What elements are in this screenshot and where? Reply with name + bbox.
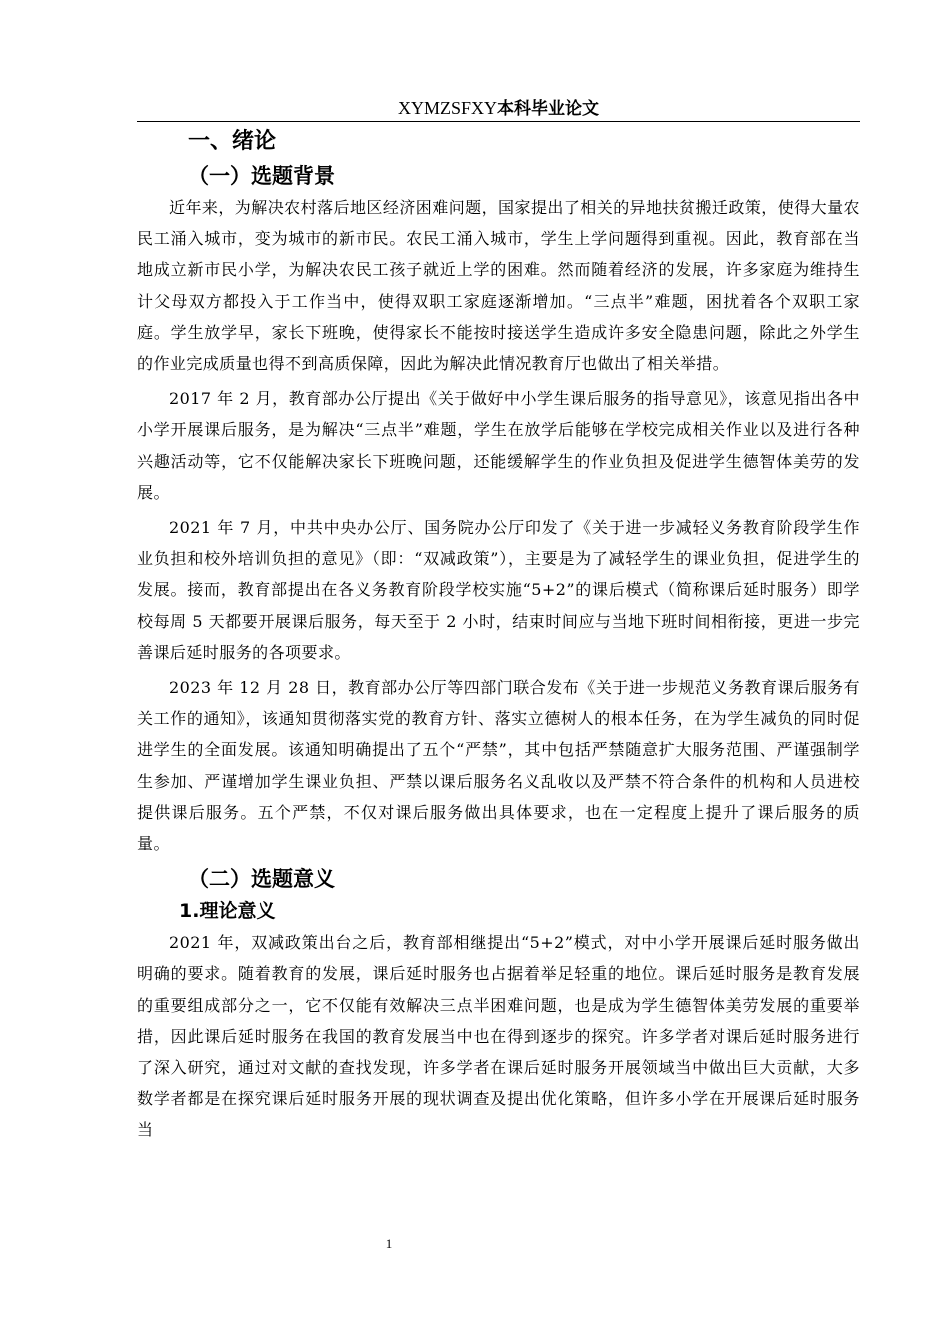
page-header	[137, 96, 860, 120]
paragraph: 近年来，为解决农村落后地区经济困难问题，国家提出了相关的异地扶贫搬迁政策，使得大量农民工涌入城市，变为城市的新市民。农民工涌入城市，学生上学问题得到重视。因此，教育部在当地成立新市民小学，为解决农民工孩子就近上学的困难。然而随着经济的发展，许多家庭为维持生计父母双方都投入于工作当中，使得双职工家庭逐渐增加。“三点半”难题，困扰着各个双职工家庭。学生放学早，家长下班晚，使得家长不能按时接送学生造成许多安全隐患问题，除此之外学生的作业完成质量也得不到高质保障，因此为解决此情况教育厅也做出了相关举措。	[137, 198, 860, 374]
section-heading-background: （一）选题背景	[188, 164, 335, 188]
paragraph: 2021 年 7 月，中共中央办公厅、国务院办公厅印发了《关于进一步减轻义务教育阶段学生作业负担和校外培训负担的意见》（即：“双减政策”），主要是为了减轻学生的课业负担，促进学生的发展。接而，教育部提出在各义务教育阶段学校实施“5+2”的课后模式（简称课后延时服务）即学校每周 5 天都要开展课后服务，每天至于 2 小时，结束时间应与当地下班时间相衔接，更进一步完善课后延时服务的各项要求。	[137, 518, 860, 662]
paragraph: 2023 年 12 月 28 日，教育部办公厅等四部门联合发布《关于进一步规范义务教育课后服务有关工作的通知》，该通知贯彻落实党的教育方针、落实立德树人的根本任务，在为学生减负的同时促进学生的全面发展。该通知明确提出了五个“严禁”，其中包括严禁随意扩大服务范围、严谨强制学生参加、严谨增加学生课业负担、严禁以课后服务名义乱收以及严禁不符合条件的机构和人员进校提供课后服务。五个严禁，不仅对课后服务做出具体要求，也在一定程度上提升了课后服务的质量。	[137, 678, 860, 854]
header-title: 本科毕业论文	[497, 99, 600, 119]
page-number: 1	[385, 1236, 393, 1251]
subsection-heading-theory: 1.理论意义	[179, 900, 276, 923]
paragraph: 2017 年 2 月，教育部办公厅提出《关于做好中小学生课后服务的指导意见》，该意见指出各中小学开展课后服务，是为解决“三点半”难题，学生在放学后能够在学校完成相关作业以及进行各种兴趣活动等，它不仅能解决家长下班晚问题，还能缓解学生的作业负担及促进学生德智体美劳的发展。	[137, 389, 860, 502]
body-content	[137, 122, 860, 1146]
chapter-heading: 一、绪论	[188, 129, 277, 154]
paragraph: 2021 年，双减政策出台之后，教育部相继提出“5+2”模式，对中小学开展课后延时服务做出明确的要求。随着教育的发展，课后延时服务也占据着举足轻重的地位。课后延时服务是教育发展的重要组成部分之一，它不仅能有效解决三点半困难问题，也是成为学生德智体美劳发展的重要举措，因此课后延时服务在我国的教育发展当中也在得到逐步的探究。许多学者对课后延时服务进行了深入研究，通过对文献的查找发现，许多学者在课后延时服务开展领域当中做出巨大贡献，大多数学者都是在探究课后延时服务开展的现状调查及提出优化策略，但许多小学在开展课后延时服务当	[137, 933, 860, 1140]
header-code: XYMZSFXY	[397, 98, 498, 118]
section-heading-significance: （二）选题意义	[188, 867, 335, 892]
